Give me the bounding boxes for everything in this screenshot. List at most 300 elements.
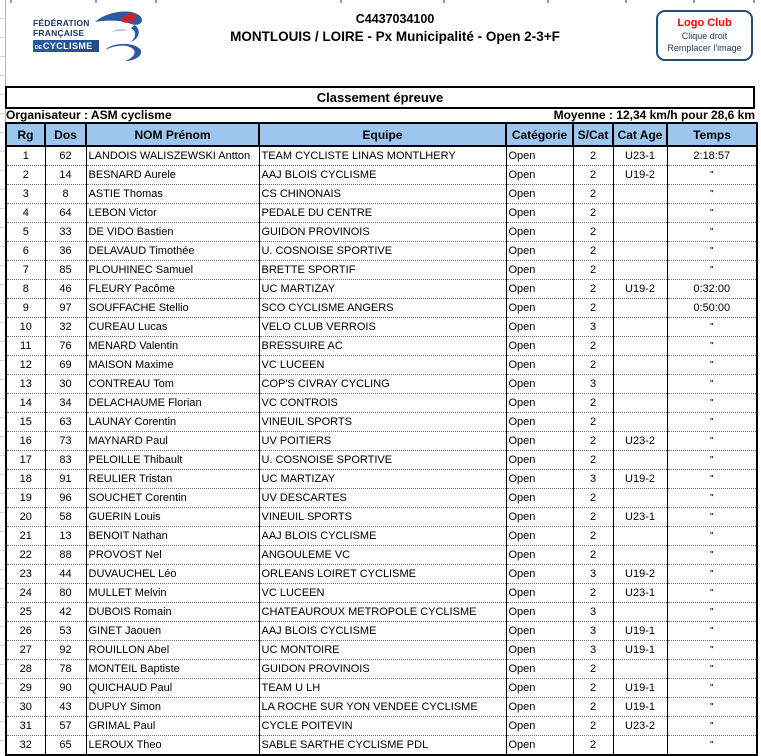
cell-team[interactable]: UC MARTIZAY [259, 470, 506, 489]
race-code: C4437034100 [355, 12, 435, 26]
cell-time[interactable] [667, 166, 757, 185]
col-header-bib[interactable]: Dos [45, 123, 86, 146]
cell-team[interactable]: AAJ BLOIS CYCLISME [259, 622, 506, 641]
cell-subcategory[interactable]: 2 [573, 698, 613, 717]
cell-subcategory[interactable]: 2 [573, 299, 613, 318]
cell-age-category[interactable] [613, 736, 667, 756]
col-header-time[interactable]: Temps [667, 123, 757, 146]
cell-name[interactable]: MONTEIL Baptiste [86, 660, 259, 679]
cell-team[interactable]: ORLEANS LOIRET CYCLISME [259, 565, 506, 584]
cell-time[interactable] [667, 679, 757, 698]
cell-team[interactable]: U. COSNOISE SPORTIVE [259, 242, 506, 261]
table-row [6, 432, 757, 451]
cell-age-category[interactable] [613, 451, 667, 470]
cell-age-category[interactable]: U19-2 [613, 470, 667, 489]
cell-bib[interactable]: 36 [45, 242, 86, 261]
cell-age-category[interactable] [613, 185, 667, 204]
cell-rank[interactable]: 18 [6, 470, 45, 489]
cell-time[interactable] [667, 736, 757, 756]
cell-category[interactable]: Open [506, 546, 573, 565]
cell-category[interactable]: Open [506, 146, 573, 166]
cell-name[interactable]: MENARD Valentin [86, 337, 259, 356]
cell-category[interactable]: Open [506, 204, 573, 223]
cell-bib[interactable]: 80 [45, 584, 86, 603]
cell-bib[interactable]: 65 [45, 736, 86, 756]
cell-team[interactable]: CYCLE POITEVIN [259, 717, 506, 736]
table-row [6, 185, 757, 204]
cell-time[interactable] [667, 470, 757, 489]
cell-subcategory[interactable]: 2 [573, 489, 613, 508]
cell-category[interactable]: Open [506, 242, 573, 261]
cell-category[interactable]: Open [506, 318, 573, 337]
cell-name[interactable]: LEROUX Theo [86, 736, 259, 756]
cell-time[interactable] [667, 584, 757, 603]
cell-team[interactable]: ANGOULEME VC [259, 546, 506, 565]
cell-name[interactable]: LAUNAY Corentin [86, 413, 259, 432]
col-header-rank[interactable]: Rg [6, 123, 45, 146]
cell-subcategory[interactable]: 2 [573, 337, 613, 356]
cell-rank[interactable]: 26 [6, 622, 45, 641]
table-row [6, 223, 757, 242]
cell-name[interactable]: DELAVAUD Timothée [86, 242, 259, 261]
cell-name[interactable]: DUBOIS Romain [86, 603, 259, 622]
cell-category[interactable]: Open [506, 337, 573, 356]
cell-team[interactable]: COP'S CIVRAY CYCLING [259, 375, 506, 394]
cell-age-category[interactable] [613, 356, 667, 375]
cell-name[interactable]: GRIMAL Paul [86, 717, 259, 736]
cell-subcategory[interactable]: 3 [573, 641, 613, 660]
cell-rank[interactable]: 32 [6, 736, 45, 756]
cell-age-category[interactable] [613, 375, 667, 394]
cell-bib[interactable]: 58 [45, 508, 86, 527]
cell-team[interactable]: U. COSNOISE SPORTIVE [259, 451, 506, 470]
cell-bib[interactable]: 44 [45, 565, 86, 584]
cell-rank[interactable]: 14 [6, 394, 45, 413]
cell-time[interactable]: 2:18:57 [667, 146, 757, 166]
cell-bib[interactable]: 91 [45, 470, 86, 489]
cell-team[interactable]: UC MARTIZAY [259, 280, 506, 299]
cell-subcategory[interactable]: 3 [573, 318, 613, 337]
cell-subcategory[interactable]: 2 [573, 717, 613, 736]
col-header-category[interactable]: Catégorie [506, 123, 573, 146]
cell-subcategory[interactable]: 2 [573, 261, 613, 280]
cell-rank[interactable]: 29 [6, 679, 45, 698]
cell-category[interactable]: Open [506, 508, 573, 527]
table-row [6, 660, 757, 679]
cell-time[interactable] [667, 356, 757, 375]
cell-age-category[interactable] [613, 299, 667, 318]
cell-subcategory[interactable]: 2 [573, 584, 613, 603]
cell-bib[interactable]: 32 [45, 318, 86, 337]
cell-category[interactable]: Open [506, 451, 573, 470]
cell-subcategory[interactable]: 2 [573, 146, 613, 166]
cell-bib[interactable]: 13 [45, 527, 86, 546]
cell-rank[interactable]: 11 [6, 337, 45, 356]
ditto-mark: " [709, 550, 714, 559]
cell-name[interactable]: SOUCHET Corentin [86, 489, 259, 508]
col-header-name[interactable]: NOM Prénom [86, 123, 259, 146]
cell-time[interactable] [667, 375, 757, 394]
cell-rank[interactable]: 15 [6, 413, 45, 432]
cell-age-category[interactable]: U19-1 [613, 679, 667, 698]
cell-subcategory[interactable]: 2 [573, 242, 613, 261]
cell-team[interactable]: VC LUCEEN [259, 584, 506, 603]
cell-bib[interactable]: 73 [45, 432, 86, 451]
cell-rank[interactable]: 19 [6, 489, 45, 508]
cell-team[interactable]: LA ROCHE SUR YON VENDEE CYCLISME [259, 698, 506, 717]
cell-subcategory[interactable]: 2 [573, 508, 613, 527]
cell-category[interactable]: Open [506, 470, 573, 489]
cell-time[interactable] [667, 185, 757, 204]
cell-name[interactable]: MAYNARD Paul [86, 432, 259, 451]
cell-subcategory[interactable]: 2 [573, 356, 613, 375]
cell-name[interactable]: SOUFFACHE Stellio [86, 299, 259, 318]
cell-team[interactable]: VC CONTROIS [259, 394, 506, 413]
logo-club-placeholder[interactable] [656, 10, 753, 61]
cell-rank[interactable]: 20 [6, 508, 45, 527]
cell-team[interactable]: UV DESCARTES [259, 489, 506, 508]
cell-team[interactable]: SABLE SARTHE CYCLISME PDL [259, 736, 506, 756]
cell-bib[interactable]: 92 [45, 641, 86, 660]
cell-time[interactable] [667, 318, 757, 337]
cell-subcategory[interactable]: 2 [573, 223, 613, 242]
ditto-mark: " [709, 607, 714, 616]
cell-rank[interactable]: 16 [6, 432, 45, 451]
cell-bib[interactable]: 63 [45, 413, 86, 432]
cell-age-category[interactable]: U23-1 [613, 508, 667, 527]
cell-subcategory[interactable]: 3 [573, 622, 613, 641]
classement-banner: Classement épreuve [5, 86, 755, 109]
cell-team[interactable]: AAJ BLOIS CYCLISME [259, 527, 506, 546]
cell-team[interactable]: TEAM CYCLISTE LINAS MONTLHERY [259, 146, 506, 166]
cell-bib[interactable]: 76 [45, 337, 86, 356]
cell-category[interactable]: Open [506, 394, 573, 413]
cell-team[interactable]: UC MONTOIRE [259, 641, 506, 660]
cell-category[interactable]: Open [506, 166, 573, 185]
cell-category[interactable]: Open [506, 356, 573, 375]
cell-bib[interactable]: 88 [45, 546, 86, 565]
cell-category[interactable]: Open [506, 565, 573, 584]
cell-age-category[interactable]: U19-1 [613, 698, 667, 717]
cell-team[interactable]: BRESSUIRE AC [259, 337, 506, 356]
cell-bib[interactable]: 14 [45, 166, 86, 185]
cell-subcategory[interactable]: 3 [573, 565, 613, 584]
ditto-mark: " [709, 740, 714, 749]
cell-bib[interactable]: 97 [45, 299, 86, 318]
cell-name[interactable]: BESNARD Aurele [86, 166, 259, 185]
cell-subcategory[interactable]: 2 [573, 736, 613, 756]
cell-time[interactable] [667, 451, 757, 470]
cell-category[interactable]: Open [506, 622, 573, 641]
cell-age-category[interactable] [613, 204, 667, 223]
cell-team[interactable]: VINEUIL SPORTS [259, 508, 506, 527]
cell-rank[interactable]: 17 [6, 451, 45, 470]
cell-subcategory[interactable]: 2 [573, 394, 613, 413]
col-header-subcategory[interactable]: S/Cat [573, 123, 613, 146]
cell-category[interactable]: Open [506, 641, 573, 660]
cell-category[interactable]: Open [506, 185, 573, 204]
cell-time[interactable] [667, 565, 757, 584]
cell-bib[interactable]: 96 [45, 489, 86, 508]
cell-time[interactable] [667, 432, 757, 451]
cell-age-category[interactable] [613, 489, 667, 508]
table-row [6, 451, 757, 470]
cell-name[interactable]: GINET Jaouen [86, 622, 259, 641]
cell-time[interactable]: 0:50:00 [667, 299, 757, 318]
cell-time[interactable] [667, 508, 757, 527]
cell-category[interactable]: Open [506, 489, 573, 508]
cell-subcategory[interactable]: 2 [573, 660, 613, 679]
cell-age-category[interactable] [613, 546, 667, 565]
logo-club-hint-1: Clique droit [681, 31, 728, 41]
cell-time[interactable] [667, 261, 757, 280]
cell-team[interactable]: BRETTE SPORTIF [259, 261, 506, 280]
cell-bib[interactable]: 46 [45, 280, 86, 299]
cell-team[interactable]: GUIDON PROVINOIS [259, 660, 506, 679]
cell-age-category[interactable]: U23-2 [613, 717, 667, 736]
cell-subcategory[interactable]: 2 [573, 527, 613, 546]
cell-subcategory[interactable]: 3 [573, 470, 613, 489]
cell-rank[interactable]: 5 [6, 223, 45, 242]
cell-time[interactable] [667, 413, 757, 432]
cell-name[interactable]: LANDOIS WALISZEWSKI Antton [86, 146, 259, 166]
cell-time[interactable] [667, 660, 757, 679]
cell-bib[interactable]: 53 [45, 622, 86, 641]
cell-team[interactable]: VELO CLUB VERROIS [259, 318, 506, 337]
cell-subcategory[interactable]: 2 [573, 546, 613, 565]
cell-team[interactable]: AAJ BLOIS CYCLISME [259, 166, 506, 185]
cell-rank[interactable]: 9 [6, 299, 45, 318]
cell-team[interactable]: SCO CYCLISME ANGERS [259, 299, 506, 318]
cell-bib[interactable]: 78 [45, 660, 86, 679]
race-header [140, 12, 650, 44]
cell-age-category[interactable] [613, 223, 667, 242]
cell-bib[interactable]: 34 [45, 394, 86, 413]
table-row [6, 280, 757, 299]
cell-rank[interactable]: 7 [6, 261, 45, 280]
cell-name[interactable]: LEBON Victor [86, 204, 259, 223]
table-row [6, 603, 757, 622]
cell-category[interactable]: Open [506, 299, 573, 318]
cell-rank[interactable]: 2 [6, 166, 45, 185]
cell-bib[interactable]: 33 [45, 223, 86, 242]
cell-team[interactable]: VINEUIL SPORTS [259, 413, 506, 432]
cell-age-category[interactable] [613, 242, 667, 261]
cell-subcategory[interactable]: 2 [573, 679, 613, 698]
cell-name[interactable]: DELACHAUME Florian [86, 394, 259, 413]
cell-category[interactable]: Open [506, 261, 573, 280]
grid-tick [693, 0, 695, 3]
cell-name[interactable]: DUPUY Simon [86, 698, 259, 717]
cell-bib[interactable]: 69 [45, 356, 86, 375]
cell-age-category[interactable] [613, 413, 667, 432]
cell-team[interactable]: TEAM U LH [259, 679, 506, 698]
table-row [6, 299, 757, 318]
cell-bib[interactable]: 57 [45, 717, 86, 736]
cell-name[interactable]: PELOILLE Thibault [86, 451, 259, 470]
cell-time[interactable] [667, 603, 757, 622]
cell-time[interactable] [667, 717, 757, 736]
cell-category[interactable]: Open [506, 584, 573, 603]
table-row [6, 375, 757, 394]
cell-subcategory[interactable]: 2 [573, 204, 613, 223]
cell-team[interactable]: UV POITIERS [259, 432, 506, 451]
cell-category[interactable]: Open [506, 603, 573, 622]
cell-name[interactable]: FLEURY Pacôme [86, 280, 259, 299]
cell-age-category[interactable]: U19-2 [613, 565, 667, 584]
cell-subcategory[interactable]: 2 [573, 432, 613, 451]
cell-category[interactable]: Open [506, 223, 573, 242]
cell-rank[interactable]: 1 [6, 146, 45, 166]
cell-bib[interactable]: 85 [45, 261, 86, 280]
cell-bib[interactable]: 42 [45, 603, 86, 622]
cell-name[interactable]: BENOIT Nathan [86, 527, 259, 546]
cell-subcategory[interactable]: 3 [573, 375, 613, 394]
cell-bib[interactable]: 8 [45, 185, 86, 204]
cell-rank[interactable]: 27 [6, 641, 45, 660]
cell-time[interactable] [667, 489, 757, 508]
cell-name[interactable]: REULIER Tristan [86, 470, 259, 489]
cell-bib[interactable]: 62 [45, 146, 86, 166]
cell-rank[interactable]: 23 [6, 565, 45, 584]
cell-category[interactable]: Open [506, 413, 573, 432]
cell-subcategory[interactable]: 2 [573, 166, 613, 185]
ffc-bar-cyclisme [33, 40, 99, 52]
cell-age-category[interactable]: U23-1 [613, 584, 667, 603]
cell-age-category[interactable]: U19-1 [613, 641, 667, 660]
cell-time[interactable]: 0:32:00 [667, 280, 757, 299]
ditto-mark: " [709, 170, 714, 179]
table-row [6, 356, 757, 375]
col-header-age-category[interactable]: Cat Age [613, 123, 667, 146]
cell-bib[interactable]: 90 [45, 679, 86, 698]
cell-rank[interactable]: 8 [6, 280, 45, 299]
cell-age-category[interactable] [613, 603, 667, 622]
cell-rank[interactable]: 3 [6, 185, 45, 204]
cell-category[interactable]: Open [506, 527, 573, 546]
cell-rank[interactable]: 28 [6, 660, 45, 679]
cell-category[interactable]: Open [506, 698, 573, 717]
cell-time[interactable] [667, 622, 757, 641]
cell-name[interactable]: CUREAU Lucas [86, 318, 259, 337]
cell-rank[interactable]: 4 [6, 204, 45, 223]
cell-category[interactable]: Open [506, 736, 573, 756]
cell-name[interactable]: QUICHAUD Paul [86, 679, 259, 698]
cell-category[interactable]: Open [506, 375, 573, 394]
cell-age-category[interactable]: U19-2 [613, 166, 667, 185]
cell-bib[interactable]: 64 [45, 204, 86, 223]
cell-bib[interactable]: 30 [45, 375, 86, 394]
cell-category[interactable]: Open [506, 717, 573, 736]
cell-age-category[interactable] [613, 337, 667, 356]
cell-age-category[interactable] [613, 527, 667, 546]
cell-time[interactable] [667, 337, 757, 356]
table-row [6, 489, 757, 508]
ditto-mark: " [709, 227, 714, 236]
cell-subcategory[interactable]: 2 [573, 451, 613, 470]
cell-time[interactable] [667, 527, 757, 546]
logo-club-title: Logo Club [677, 17, 732, 29]
cell-time[interactable] [667, 242, 757, 261]
cell-subcategory[interactable]: 3 [573, 603, 613, 622]
cell-name[interactable]: PROVOST Nel [86, 546, 259, 565]
cell-category[interactable]: Open [506, 660, 573, 679]
cell-rank[interactable]: 25 [6, 603, 45, 622]
cell-category[interactable]: Open [506, 679, 573, 698]
cell-team[interactable]: VC LUCEEN [259, 356, 506, 375]
table-row [6, 698, 757, 717]
col-header-team[interactable]: Equipe [259, 123, 506, 146]
cell-rank[interactable]: 31 [6, 717, 45, 736]
cell-rank[interactable]: 24 [6, 584, 45, 603]
cell-time[interactable] [667, 546, 757, 565]
cell-team[interactable]: GUIDON PROVINOIS [259, 223, 506, 242]
cell-team[interactable]: CHATEAUROUX METROPOLE CYCLISME [259, 603, 506, 622]
ffc-line-francaise: FRANÇAISE [33, 28, 85, 38]
cell-name[interactable]: PLOUHINEC Samuel [86, 261, 259, 280]
cell-rank[interactable]: 21 [6, 527, 45, 546]
cell-rank[interactable]: 12 [6, 356, 45, 375]
ditto-mark: " [709, 379, 714, 388]
cell-name[interactable]: GUERIN Louis [86, 508, 259, 527]
ditto-mark: " [709, 341, 714, 350]
cell-age-category[interactable] [613, 660, 667, 679]
cell-name[interactable]: MAISON Maxime [86, 356, 259, 375]
cell-age-category[interactable]: U19-1 [613, 622, 667, 641]
cell-name[interactable]: DUVAUCHEL Léo [86, 565, 259, 584]
cell-subcategory[interactable]: 2 [573, 413, 613, 432]
cell-team[interactable]: PEDALE DU CENTRE [259, 204, 506, 223]
cell-age-category[interactable] [613, 394, 667, 413]
cell-age-category[interactable] [613, 318, 667, 337]
cell-name[interactable]: ROUILLON Abel [86, 641, 259, 660]
cell-subcategory[interactable]: 2 [573, 280, 613, 299]
cell-name[interactable]: MULLET Melvin [86, 584, 259, 603]
cell-age-category[interactable] [613, 261, 667, 280]
cell-bib[interactable]: 43 [45, 698, 86, 717]
ditto-mark: " [709, 626, 714, 635]
grid-tick [547, 0, 549, 3]
cell-name[interactable]: DE VIDO Bastien [86, 223, 259, 242]
cell-time[interactable] [667, 394, 757, 413]
cell-age-category[interactable]: U23-1 [613, 146, 667, 166]
ditto-mark: " [709, 246, 714, 255]
cell-team[interactable]: CS CHINONAIS [259, 185, 506, 204]
cell-subcategory[interactable]: 2 [573, 185, 613, 204]
cell-time[interactable] [667, 204, 757, 223]
cell-time[interactable] [667, 223, 757, 242]
grid-tick [340, 0, 342, 3]
cell-rank[interactable]: 6 [6, 242, 45, 261]
cell-category[interactable]: Open [506, 432, 573, 451]
cell-rank[interactable]: 22 [6, 546, 45, 565]
cell-age-category[interactable]: U23-2 [613, 432, 667, 451]
cell-rank[interactable]: 10 [6, 318, 45, 337]
cell-rank[interactable]: 30 [6, 698, 45, 717]
cell-name[interactable]: ASTIE Thomas [86, 185, 259, 204]
grid-tick [10, 0, 12, 3]
cell-bib[interactable]: 83 [45, 451, 86, 470]
cell-time[interactable] [667, 641, 757, 660]
ditto-mark: " [709, 436, 714, 445]
table-row [6, 622, 757, 641]
ffc-line-federation: FÉDÉRATION [33, 18, 90, 28]
cell-time[interactable] [667, 698, 757, 717]
cell-name[interactable]: CONTREAU Tom [86, 375, 259, 394]
cell-rank[interactable]: 13 [6, 375, 45, 394]
cell-age-category[interactable]: U19-2 [613, 280, 667, 299]
cell-category[interactable]: Open [506, 280, 573, 299]
